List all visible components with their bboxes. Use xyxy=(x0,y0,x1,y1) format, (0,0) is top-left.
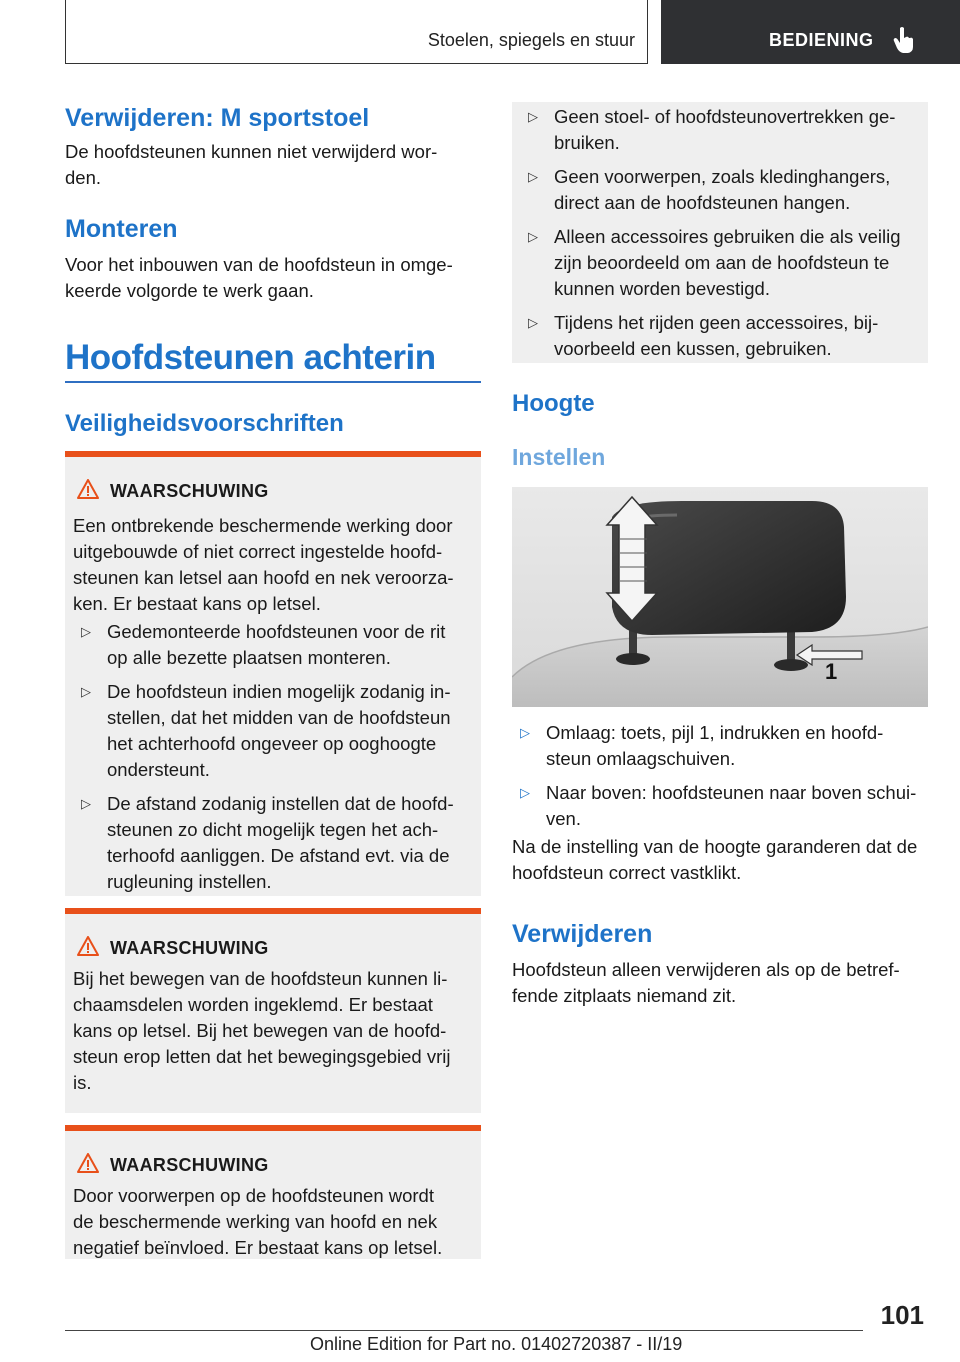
paragraph-monteren xyxy=(65,252,485,304)
text-line: bruiken. xyxy=(554,132,620,153)
text-line: De hoofdsteunen kunnen niet verwijderd wor- xyxy=(65,141,438,162)
bullet-triangle-icon: ▷ xyxy=(81,624,91,639)
warning-triangle-icon xyxy=(77,936,99,956)
text-line: steunen kan letsel aan hoofd en nek veroorza- xyxy=(73,567,454,588)
bullet-triangle-icon: ▷ xyxy=(528,315,538,330)
text-line: Voor het inbouwen van de hoofdsteun in omge- xyxy=(65,254,453,275)
header-chapter-title: BEDIENING xyxy=(769,30,874,50)
text-line: steun erop letten dat het bewegingsgebied vrij xyxy=(73,1046,451,1067)
heading-monteren: Monteren xyxy=(65,215,178,243)
warning-box-1 xyxy=(65,451,481,896)
text-line: Hoofdsteun alleen verwijderen als op de betref- xyxy=(512,959,900,980)
instellen-list xyxy=(512,720,928,832)
warning-box-continued xyxy=(512,102,928,363)
text-line: de beschermende werking van hoofd en nek xyxy=(73,1211,438,1232)
headrest-figure xyxy=(512,487,928,707)
hand-pointer-icon xyxy=(893,26,915,54)
bullet-triangle-icon: ▷ xyxy=(520,785,530,800)
text-line: is. xyxy=(73,1072,92,1093)
warning-bar xyxy=(65,1125,481,1131)
text-line: Een ontbrekende beschermende werking door xyxy=(73,515,453,536)
footer-edition: Online Edition for Part no. 01402720387 - II/19 xyxy=(310,1334,683,1354)
list-item xyxy=(520,104,924,156)
text-line: steun omlaagschuiven. xyxy=(546,748,736,769)
text-line: stellen, dat het midden van de hoofdsteun xyxy=(107,707,451,728)
heading-underline xyxy=(65,381,481,383)
bullet-triangle-icon: ▷ xyxy=(81,684,91,699)
bullet-triangle-icon: ▷ xyxy=(528,169,538,184)
text-line: uitgebouwde of niet correct ingestelde hoofd- xyxy=(73,541,443,562)
text-line: Bij het bewegen van de hoofdsteun kunnen li- xyxy=(73,968,448,989)
paragraph-verwijderen-m xyxy=(65,139,485,191)
list-item xyxy=(520,224,924,302)
text-line: op alle bezette plaatsen monteren. xyxy=(107,647,391,668)
list-item xyxy=(73,791,477,895)
header-chapter-box xyxy=(661,0,960,64)
text-line: steunen zo dicht mogelijk tegen het ach- xyxy=(107,819,439,840)
text-line: het achterhoofd ongeveer op ooghoogte xyxy=(107,733,437,754)
bullet-triangle-icon: ▷ xyxy=(520,725,530,740)
paragraph-verwijderen xyxy=(512,957,932,1009)
heading-instellen: Instellen xyxy=(512,444,606,470)
header-section-title: Stoelen, spiegels en stuur xyxy=(427,30,635,50)
text-line: kans op letsel. Bij het bewegen van de hoofd- xyxy=(73,1020,447,1041)
text-line: terhoofd aanliggen. De afstand evt. via de xyxy=(107,845,450,866)
heading-verwijderen-m-sportstoel: Verwijderen: M sportstoel xyxy=(65,104,370,132)
text-line: Door voorwerpen op de hoofdsteunen wordt xyxy=(73,1185,434,1206)
text-line: fende zitplaats niemand zit. xyxy=(512,985,737,1006)
warning-text xyxy=(73,1183,477,1261)
bullet-triangle-icon: ▷ xyxy=(81,796,91,811)
list-item xyxy=(512,720,928,772)
warning-text xyxy=(73,966,477,1096)
warning-title: WAARSCHUWING xyxy=(110,938,269,958)
heading-hoogte: Hoogte xyxy=(512,390,595,417)
list-item xyxy=(512,780,928,832)
list-item xyxy=(520,164,924,216)
text-line: De hoofdsteun indien mogelijk zodanig in- xyxy=(107,681,451,702)
text-line: Tijdens het rijden geen accessoires, bij- xyxy=(554,312,879,333)
list-item xyxy=(520,310,924,362)
warning-box-3 xyxy=(65,1125,481,1259)
text-line: chaamsdelen worden ingeklemd. Er bestaat xyxy=(73,994,433,1015)
warning-title: WAARSCHUWING xyxy=(110,1155,269,1175)
warning-bar xyxy=(65,451,481,457)
warning-list xyxy=(73,619,477,895)
text-line: De afstand zodanig instellen dat de hoofd- xyxy=(107,793,454,814)
heading-hoofdsteunen-achterin: Hoofdsteunen achterin xyxy=(65,338,436,377)
text-line: den. xyxy=(65,167,102,188)
text-line: rugleuning instellen. xyxy=(107,871,272,892)
warning-list xyxy=(520,104,924,362)
text-line: Geen voorwerpen, zoals kledinghangers, xyxy=(554,166,891,187)
warning-box-2 xyxy=(65,908,481,1113)
text-line: kunnen worden bevestigd. xyxy=(554,278,770,299)
bullet-triangle-icon: ▷ xyxy=(528,109,538,124)
paragraph-na-instelling xyxy=(512,834,932,886)
text-line: Alleen accessoires gebruiken die als veilig xyxy=(554,226,901,247)
text-line: keerde volgorde te werk gaan. xyxy=(65,280,314,301)
heading-veiligheidsvoorschriften: Veiligheidsvoorschriften xyxy=(65,410,344,437)
warning-text xyxy=(73,513,475,617)
text-line: Naar boven: hoofdsteunen naar boven schui- xyxy=(546,782,917,803)
text-line: ken. Er bestaat kans op letsel. xyxy=(73,593,321,614)
warning-triangle-icon xyxy=(77,479,99,499)
list-item xyxy=(73,679,477,783)
text-line: ondersteunt. xyxy=(107,759,210,780)
text-line: negatief beïnvloed. Er bestaat kans op letsel. xyxy=(73,1237,443,1258)
text-line: Gedemonteerde hoofdsteunen voor de rit xyxy=(107,621,446,642)
heading-verwijderen: Verwijderen xyxy=(512,920,653,948)
warning-title: WAARSCHUWING xyxy=(110,481,269,501)
text-line: Na de instelling van de hoogte garanderen dat de xyxy=(512,836,918,857)
text-line: Geen stoel- of hoofdsteunovertrekken ge- xyxy=(554,106,896,127)
bullet-triangle-icon: ▷ xyxy=(528,229,538,244)
page-number: 101 xyxy=(880,1300,924,1330)
figure-callout-number: 1 xyxy=(825,659,838,684)
text-line: direct aan de hoofdsteunen hangen. xyxy=(554,192,851,213)
footer-rule xyxy=(65,1330,863,1331)
text-line: zijn beoordeeld om aan de hoofdsteun te xyxy=(554,252,890,273)
text-line: ven. xyxy=(546,808,581,829)
warning-triangle-icon xyxy=(77,1153,99,1173)
text-line: hoofdsteun correct vastklikt. xyxy=(512,862,742,883)
warning-bar xyxy=(65,908,481,914)
list-item xyxy=(73,619,477,671)
header-section-box xyxy=(65,0,648,64)
text-line: Omlaag: toets, pijl 1, indrukken en hoofd- xyxy=(546,722,884,743)
text-line: voorbeeld een kussen, gebruiken. xyxy=(554,338,832,359)
